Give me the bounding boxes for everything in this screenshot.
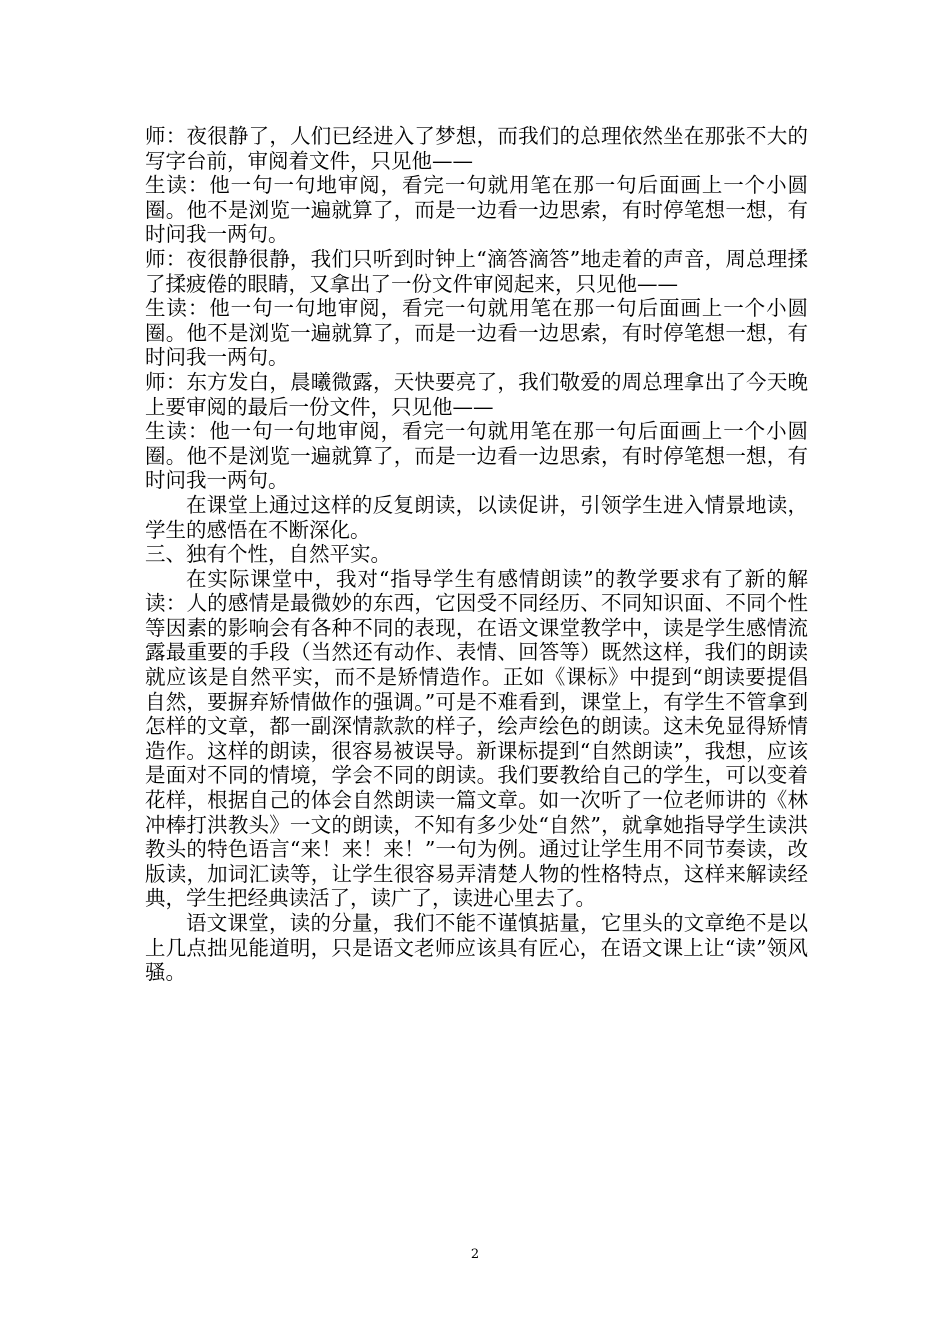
paragraph-conclusion: 语文课堂，读的分量，我们不能不谨慎掂量，它里头的文章绝不是以上几点拙见能道明，只是语文老师应该具有匠心，在语文课上让“读”领风骚。 — [145, 911, 808, 985]
paragraph-natural-reading: 在实际课堂中，我对“指导学生有感情朗读”的教学要求有了新的解读：人的感情是最微妙的东西，它因受不同经历、不同知识面、不同个性等因素的影响会有各种不同的表现，在语文课堂教学中，读是学生感情流露最重要的手段（当然还有动作、表情、回答等）既然这样，我们的朗读就应该是自然平实，而不是矫情造作。正如《课标》中提到“朗读要提倡自然，要摒弃矫情做作的强调。”可是不难看到，课堂上，有学生不管拿到怎样的文章，都一副深情款款的样子，绘声绘色的朗读。这未免显得矫情造作。这样的朗读，很容易被误导。新课标提到“自然朗读”，我想，应该是面对不同的情境，学会不同的朗读。我们要教给自己的学生，可以变着花样，根据自己的体会自然朗读一篇文章。如一次听了一位老师讲的《林冲棒打洪教头》一文的朗读，不知有多少处“自然”，就拿她指导学生读洪教头的特色语言“来！来！来！”一句为例。通过让学生用不同节奏读，改版读，加词汇读等，让学生很容易弄清楚人物的性格特点，这样来解读经典，学生把经典读活了，读广了，读进心里去了。 — [145, 566, 808, 911]
paragraph-teacher-1: 师：夜很静了，人们已经进入了梦想，而我们的总理依然坐在那张不大的写字台前，审阅着文件，只见他—— — [145, 124, 808, 173]
page-number: 2 — [470, 1247, 480, 1262]
paragraph-student-3: 生读：他一句一句地审阅，看完一句就用笔在那一句后面画上一个小圆圈。他不是浏览一遍就算了，而是一边看一边思索，有时停笔想一想，有时问我一两句。 — [145, 419, 808, 493]
paragraph-student-2: 生读：他一句一句地审阅，看完一句就用笔在那一句后面画上一个小圆圈。他不是浏览一遍就算了，而是一边看一边思索，有时停笔想一想，有时问我一两句。 — [145, 296, 808, 370]
paragraph-teacher-2: 师：夜很静很静，我们只听到时钟上“滴答滴答”地走着的声音，周总理揉了揉疲倦的眼睛，又拿出了一份文件审阅起来，只见他—— — [145, 246, 808, 296]
section-heading-3: 三、独有个性，自然平实。 — [145, 542, 391, 567]
paragraph-teacher-3: 师：东方发白，晨曦微露，天快要亮了，我们敬爱的周总理拿出了今天晚上要审阅的最后一份文件，只见他—— — [145, 369, 808, 419]
document-body — [145, 124, 808, 985]
paragraph-student-1: 生读：他一句一句地审阅，看完一句就用笔在那一句后面画上一个小圆圈。他不是浏览一遍就算了，而是一边看一边思索，有时停笔想一想，有时问我一两句。 — [145, 173, 808, 247]
paragraph-summary: 在课堂上通过这样的反复朗读，以读促讲，引领学生进入情景地读，学生的感悟在不断深化。 — [145, 492, 808, 542]
